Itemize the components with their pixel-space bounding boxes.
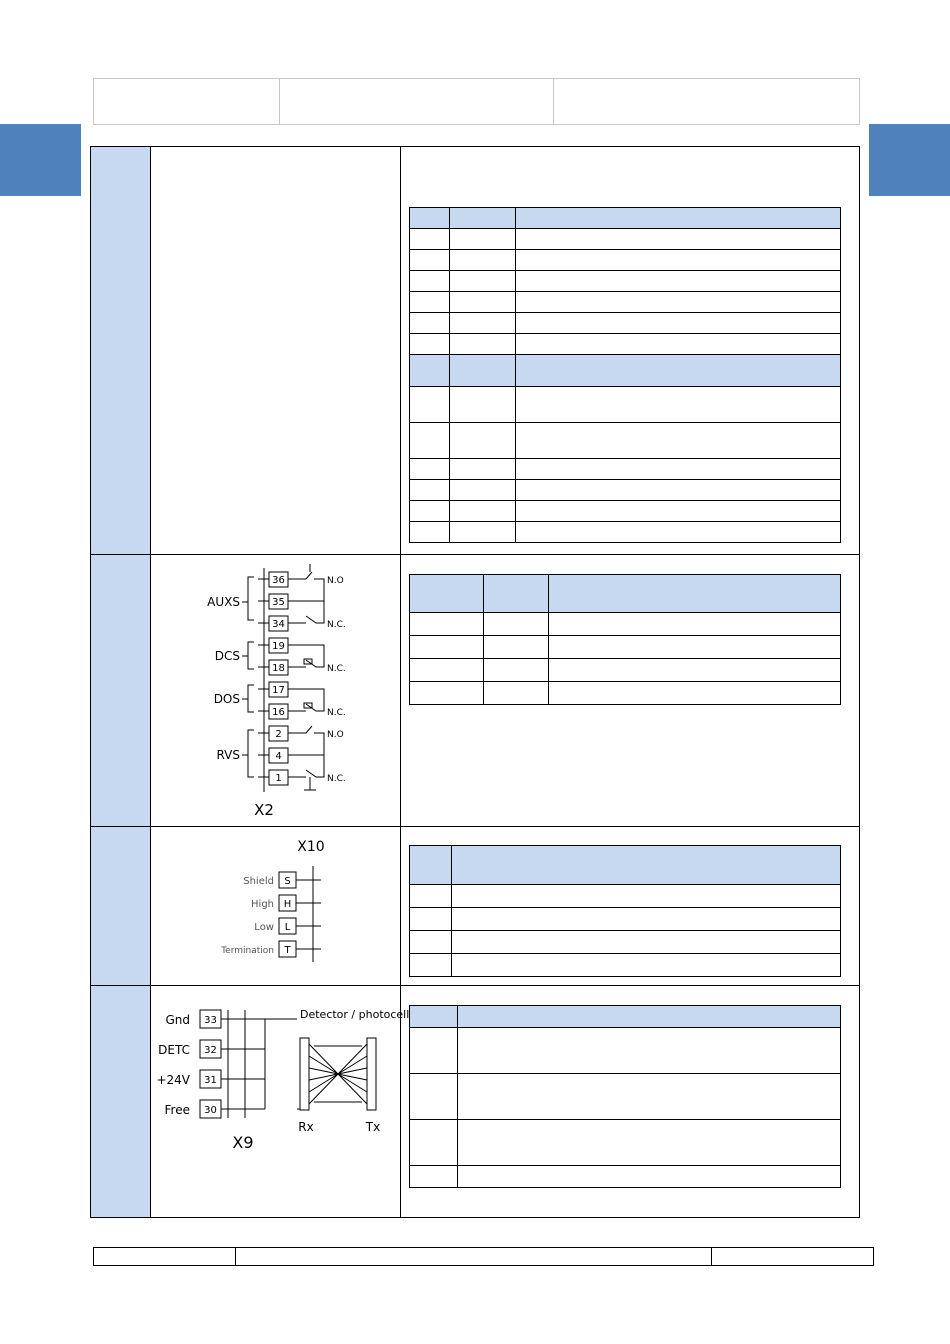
footer-cell-left (94, 1248, 236, 1266)
row-separator-2 (91, 826, 859, 827)
x10-terminal: S (284, 876, 291, 887)
table-row (410, 334, 841, 355)
x9-label-detc: DETC (158, 1043, 190, 1057)
x10-label: Shield (243, 876, 274, 887)
table-row (410, 313, 841, 334)
header-cell-right (553, 78, 860, 125)
footer-cell-middle (236, 1248, 712, 1266)
terminal-table-4 (409, 1005, 841, 1188)
table-row (410, 423, 841, 459)
table-row (410, 954, 841, 977)
x10-label: High (251, 899, 274, 910)
terminal-number: 36 (272, 575, 285, 586)
terminal-table-1 (409, 207, 841, 543)
x9-rx-label: Rx (298, 1120, 314, 1134)
x2-title: X2 (254, 801, 274, 819)
x9-label-24v: +24V (156, 1073, 190, 1087)
footer-row (94, 1248, 874, 1266)
table-row (410, 1028, 841, 1074)
table-header-row (410, 846, 841, 885)
x9-label-free: Free (164, 1103, 190, 1117)
contact-label: N.C. (327, 620, 346, 630)
contact-label: N.O (327, 576, 344, 586)
column-divider (400, 147, 401, 1217)
terminal-number: 4 (275, 751, 282, 762)
table-row (410, 271, 841, 292)
group-label-dcs: DCS (214, 649, 240, 663)
table-header-row (410, 575, 841, 613)
contact-label: N.C. (327, 774, 346, 784)
header-cell-left (93, 78, 280, 125)
row-separator-1 (91, 554, 859, 555)
table-row (410, 250, 841, 271)
table-row (410, 908, 841, 931)
table-row (410, 1074, 841, 1120)
table-row (410, 659, 841, 682)
group-label-rvs: RVS (216, 748, 240, 762)
terminal-number: 19 (272, 641, 285, 652)
group-label-auxs: AUXS (207, 595, 240, 609)
group-label-dos: DOS (213, 692, 240, 706)
table-row (410, 613, 841, 636)
contact-label: N.C. (327, 708, 346, 718)
table-row (410, 682, 841, 705)
contact-label: N.O (327, 730, 344, 740)
x9-terminal: 31 (204, 1075, 217, 1086)
terminal-number: 16 (272, 707, 285, 718)
x10-label: Low (254, 922, 274, 933)
left-section-tab (0, 124, 81, 196)
x10-terminal: H (283, 899, 292, 910)
x10-terminal: L (284, 922, 291, 933)
x9-terminal: 32 (204, 1045, 217, 1056)
x9-tx-label: Tx (365, 1120, 381, 1134)
table-row (410, 480, 841, 501)
right-section-tab (869, 124, 950, 196)
terminal-number: 1 (275, 773, 282, 784)
page-header (93, 78, 860, 125)
table-row (410, 459, 841, 480)
table-row (410, 1166, 841, 1188)
table-row (410, 387, 841, 423)
table-header-row (410, 1006, 841, 1028)
x2-wiring-diagram (190, 560, 370, 822)
row-separator-3 (91, 985, 859, 986)
terminal-number: 2 (275, 729, 282, 740)
table-row (410, 229, 841, 250)
x9-device-label: Detector / photocell (300, 1008, 410, 1021)
page-footer (93, 1247, 874, 1266)
x10-can-diagram (215, 834, 365, 966)
x10-title: X10 (297, 839, 325, 855)
table-row (410, 1120, 841, 1166)
footer-cell-right (712, 1248, 874, 1266)
terminal-number: 34 (272, 619, 285, 630)
terminal-number: 18 (272, 663, 285, 674)
table-header-row (410, 208, 841, 229)
terminal-table-2 (409, 574, 841, 705)
x10-terminal: T (284, 945, 291, 956)
x9-detector-diagram (152, 996, 410, 1156)
terminal-number: 17 (272, 685, 285, 696)
x9-terminal: 33 (204, 1015, 217, 1026)
contact-label: N.C. (327, 664, 346, 674)
terminal-table-3 (409, 845, 841, 977)
table-row (410, 292, 841, 313)
table-row (410, 885, 841, 908)
section-label-column (91, 147, 151, 1217)
table-subheader-row (410, 355, 841, 387)
table-row (410, 931, 841, 954)
terminal-number: 35 (272, 597, 285, 608)
table-row (410, 522, 841, 543)
table-row (410, 501, 841, 522)
x9-terminal: 30 (204, 1105, 217, 1116)
x9-label-gnd: Gnd (165, 1013, 190, 1027)
header-cell-middle (279, 78, 554, 125)
table-row (410, 636, 841, 659)
x9-title: X9 (232, 1133, 254, 1152)
x10-label: Termination (221, 946, 274, 956)
